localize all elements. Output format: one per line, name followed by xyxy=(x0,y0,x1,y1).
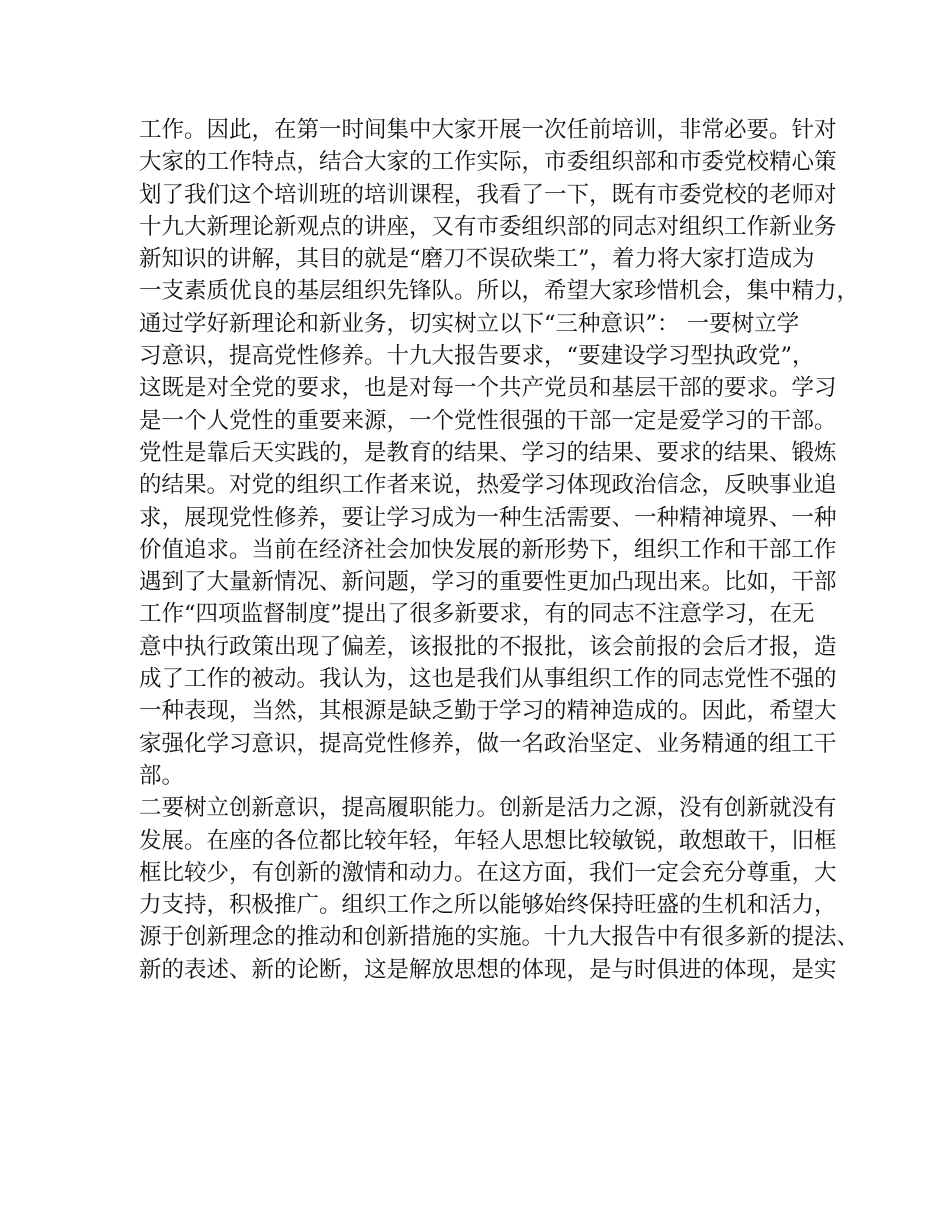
text-line: 大家的工作特点，结合大家的工作实际，市委组织部和市委党校精心策 xyxy=(139,149,837,176)
text-line: 一支素质优良的基层组织先锋队。所以，希望大家珍惜机会，集中精力， xyxy=(139,278,860,305)
text-line: 遇到了大量新情况、新问题，学习的重要性更加凸现出来。比如，干部 xyxy=(139,569,837,596)
text-line: 求，展现党性修养，要让学习成为一种生活需要、一种精神境界、一种 xyxy=(139,504,837,531)
text-line: 是一个人党性的重要来源，一个党性很强的干部一定是爱学习的干部。 xyxy=(139,407,837,434)
text-line: 工作。因此，在第一时间集中大家开展一次任前培训，非常必要。针对 xyxy=(139,117,837,143)
text-line: 价值追求。当前在经济社会加快发展的新形势下，组织工作和干部工作 xyxy=(139,536,837,563)
text-line: 意中执行政策出现了偏差，该报批的不报批，该会前报的会后才报，造 xyxy=(139,633,837,660)
text-line: 一种表现，当然，其根源是缺乏勤于学习的精神造成的。因此，希望大 xyxy=(139,698,837,725)
text-line: 习意识，提高党性修养。十九大报告要求，“要建设学习型执政党”， xyxy=(139,343,815,370)
text-line: 源于创新理念的推动和创新措施的实施。十九大报告中有很多新的提法、 xyxy=(139,924,860,951)
text-line: 党性是靠后天实践的，是教育的结果、学习的结果、要求的结果、锻炼 xyxy=(139,439,837,466)
text-line: 工作“四项监督制度”提出了很多新要求，有的同志不注意学习，在无 xyxy=(139,601,815,628)
text-line: 新知识的讲解，其目的就是“磨刀不误砍柴工”，着力将大家打造成为 xyxy=(139,246,815,273)
text-line: 通过学好新理论和新业务，切实树立以下“三种意识”： 一要树立学 xyxy=(139,310,800,337)
text-line: 二要树立创新意识，提高履职能力。创新是活力之源，没有创新就没有 xyxy=(139,795,837,822)
text-line: 十九大新理论新观点的讲座，又有市委组织部的同志对组织工作新业务 xyxy=(139,213,837,240)
text-line: 新的表述、新的论断，这是解放思想的体现，是与时俱进的体现，是实 xyxy=(139,956,837,983)
text-line: 力支持，积极推广。组织工作之所以能够始终保持旺盛的生机和活力， xyxy=(139,892,837,919)
text-line: 部。 xyxy=(139,762,185,789)
text-line: 划了我们这个培训班的培训课程，我看了一下，既有市委党校的老师对 xyxy=(139,181,837,208)
body-text xyxy=(139,114,859,986)
text-line: 家强化学习意识，提高党性修养，做一名政治坚定、业务精通的组工干 xyxy=(139,730,837,757)
text-line: 成了工作的被动。我认为，这也是我们从事组织工作的同志党性不强的 xyxy=(139,666,837,693)
text-line: 发展。在座的各位都比较年轻，年轻人思想比较敏锐，敢想敢干，旧框 xyxy=(139,827,837,854)
text-line: 框比较少，有创新的激情和动力。在这方面，我们一定会充分尊重，大 xyxy=(139,859,837,886)
text-line: 这既是对全党的要求，也是对每一个共产党员和基层干部的要求。学习 xyxy=(139,375,837,402)
text-line: 的结果。对党的组织工作者来说，热爱学习体现政治信念，反映事业追 xyxy=(139,472,837,499)
